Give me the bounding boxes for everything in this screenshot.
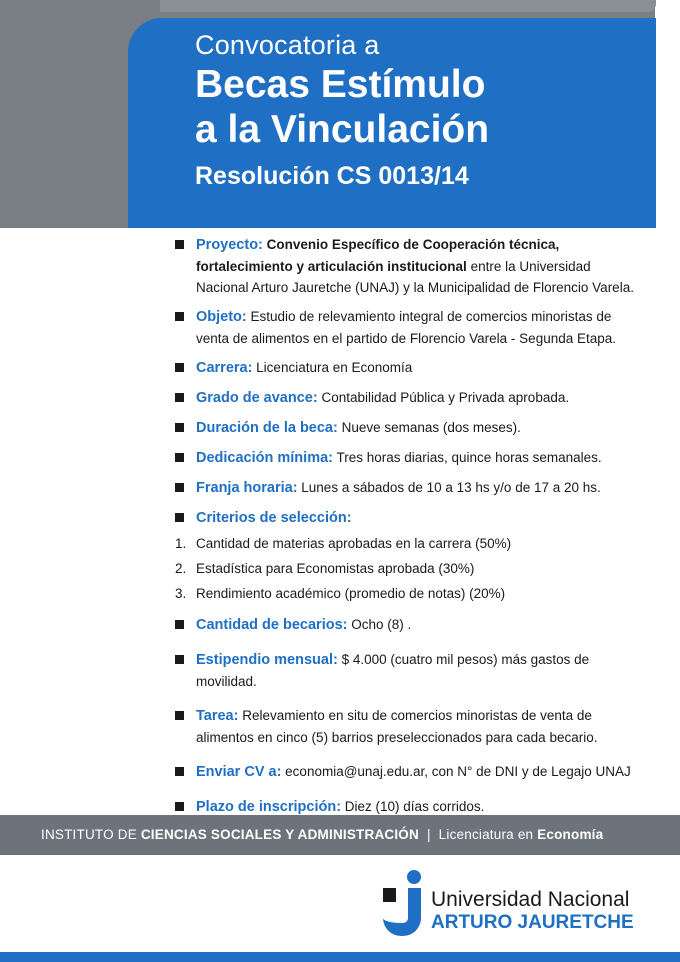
item-text: Licenciatura en Economía	[252, 360, 413, 375]
item-label: Proyecto:	[196, 237, 263, 253]
list-item	[175, 234, 645, 298]
institute-band	[0, 815, 680, 855]
list-item	[175, 447, 645, 469]
criteria-number: 1.	[175, 536, 187, 551]
item-text: $ 4.000 (cuatro mil pesos) más gastos de movilidad.	[196, 652, 590, 689]
logo-text-line-1: Universidad Nacional	[431, 888, 630, 911]
bullet-square-icon	[175, 655, 184, 664]
item-text: Contabilidad Pública y Privada aprobada.	[317, 390, 570, 405]
bullet-square-icon	[175, 513, 184, 522]
bullet-square-icon	[175, 483, 184, 492]
item-label: Enviar CV a:	[196, 764, 282, 780]
bullet-square-icon	[175, 240, 184, 249]
header-top-strip	[160, 0, 656, 12]
list-item	[175, 387, 645, 409]
bullet-square-icon	[175, 393, 184, 402]
item-text: Ocho (8) .	[347, 617, 412, 632]
item-label: Cantidad de becarios:	[196, 617, 348, 633]
item-label: Grado de avance:	[196, 390, 318, 406]
list-item	[175, 649, 645, 692]
band-text-4: Economía	[537, 827, 604, 842]
band-text-3: Licenciatura en	[438, 827, 538, 842]
criteria-item	[175, 583, 645, 604]
logo-j-icon	[383, 870, 427, 936]
bullet-square-icon	[175, 802, 184, 811]
item-text: Tres horas diarias, quince horas semanales.	[332, 450, 602, 465]
criteria-text: Rendimiento académico (promedio de notas) (20%)	[196, 586, 506, 601]
list-item	[175, 761, 645, 783]
item-text: economia@unaj.edu.ar, con N° de DNI y de Legajo UNAJ	[281, 764, 631, 779]
university-logo	[383, 870, 643, 938]
item-label: Dedicación mínima:	[196, 450, 333, 466]
resolution-subtitle: Resolución CS 0013/14	[195, 162, 469, 190]
list-item	[175, 306, 645, 349]
bottom-accent-bar	[0, 952, 680, 962]
item-label: Criterios de selección:	[196, 510, 352, 526]
item-label: Carrera:	[196, 360, 253, 376]
bullet-square-icon	[175, 453, 184, 462]
item-text: Nueve semanas (dos meses).	[337, 420, 521, 435]
title-line-3: a la Vinculación	[195, 108, 490, 151]
bullet-square-icon	[175, 767, 184, 776]
criteria-text: Estadística para Economistas aprobada (30%)	[196, 561, 475, 576]
band-text-1: INSTITUTO DE	[41, 827, 141, 842]
item-label: Duración de la beca:	[196, 420, 338, 436]
item-text: Lunes a sábados de 10 a 13 hs y/o de 17 a 20 hs.	[297, 480, 601, 495]
title-line-2: Becas Estímulo	[195, 63, 486, 106]
bullet-square-icon	[175, 423, 184, 432]
logo-j-shape	[383, 888, 421, 936]
item-text: entre la Universidad Nacional Arturo Jauretche (UNAJ) y la Municipalidad de Florencio Varela.	[196, 259, 634, 295]
criteria-item	[175, 533, 645, 554]
criteria-number: 3.	[175, 586, 187, 601]
title-line-1: Convocatoria a	[195, 30, 380, 60]
criteria-list	[175, 533, 645, 604]
bullet-square-icon	[175, 312, 184, 321]
item-label: Objeto:	[196, 309, 247, 325]
list-item	[175, 705, 645, 748]
criteria-number: 2.	[175, 561, 187, 576]
criteria-item	[175, 558, 645, 579]
item-label: Plazo de inscripción:	[196, 799, 342, 815]
item-text: Estudio de relevamiento integral de comercios minoristas de venta de alimentos en el partido de Florencio Varela - Segunda Etapa.	[196, 309, 617, 346]
bullet-square-icon	[175, 620, 184, 629]
bullet-square-icon	[175, 363, 184, 372]
list-item	[175, 477, 645, 499]
item-label: Franja horaria:	[196, 480, 298, 496]
item-text: Relevamiento en situ de comercios minoristas de venta de alimentos en cinco (5) barrios preseleccionados para cada becario.	[196, 708, 598, 745]
item-label: Tarea:	[196, 708, 239, 724]
band-separator: |	[426, 827, 431, 842]
criteria-text: Cantidad de materias aprobadas en la carrera (50%)	[196, 536, 512, 551]
details-list	[175, 234, 645, 826]
logo-dot	[407, 870, 421, 884]
list-item	[175, 614, 645, 636]
list-item	[175, 417, 645, 439]
logo-text-line-2: ARTURO JAURETCHE	[431, 912, 634, 933]
list-item	[175, 507, 645, 529]
list-item	[175, 357, 645, 379]
item-label: Estipendio mensual:	[196, 652, 338, 668]
item-text: Diez (10) días corridos.	[341, 799, 485, 814]
band-text-2: CIENCIAS SOCIALES Y ADMINISTRACIÓN	[140, 827, 419, 842]
bullet-square-icon	[175, 711, 184, 720]
item-bold-text: Convenio Específico de Cooperación técnica, fortalecimiento y articulación institucional	[196, 237, 560, 274]
header-title-block	[195, 28, 489, 192]
